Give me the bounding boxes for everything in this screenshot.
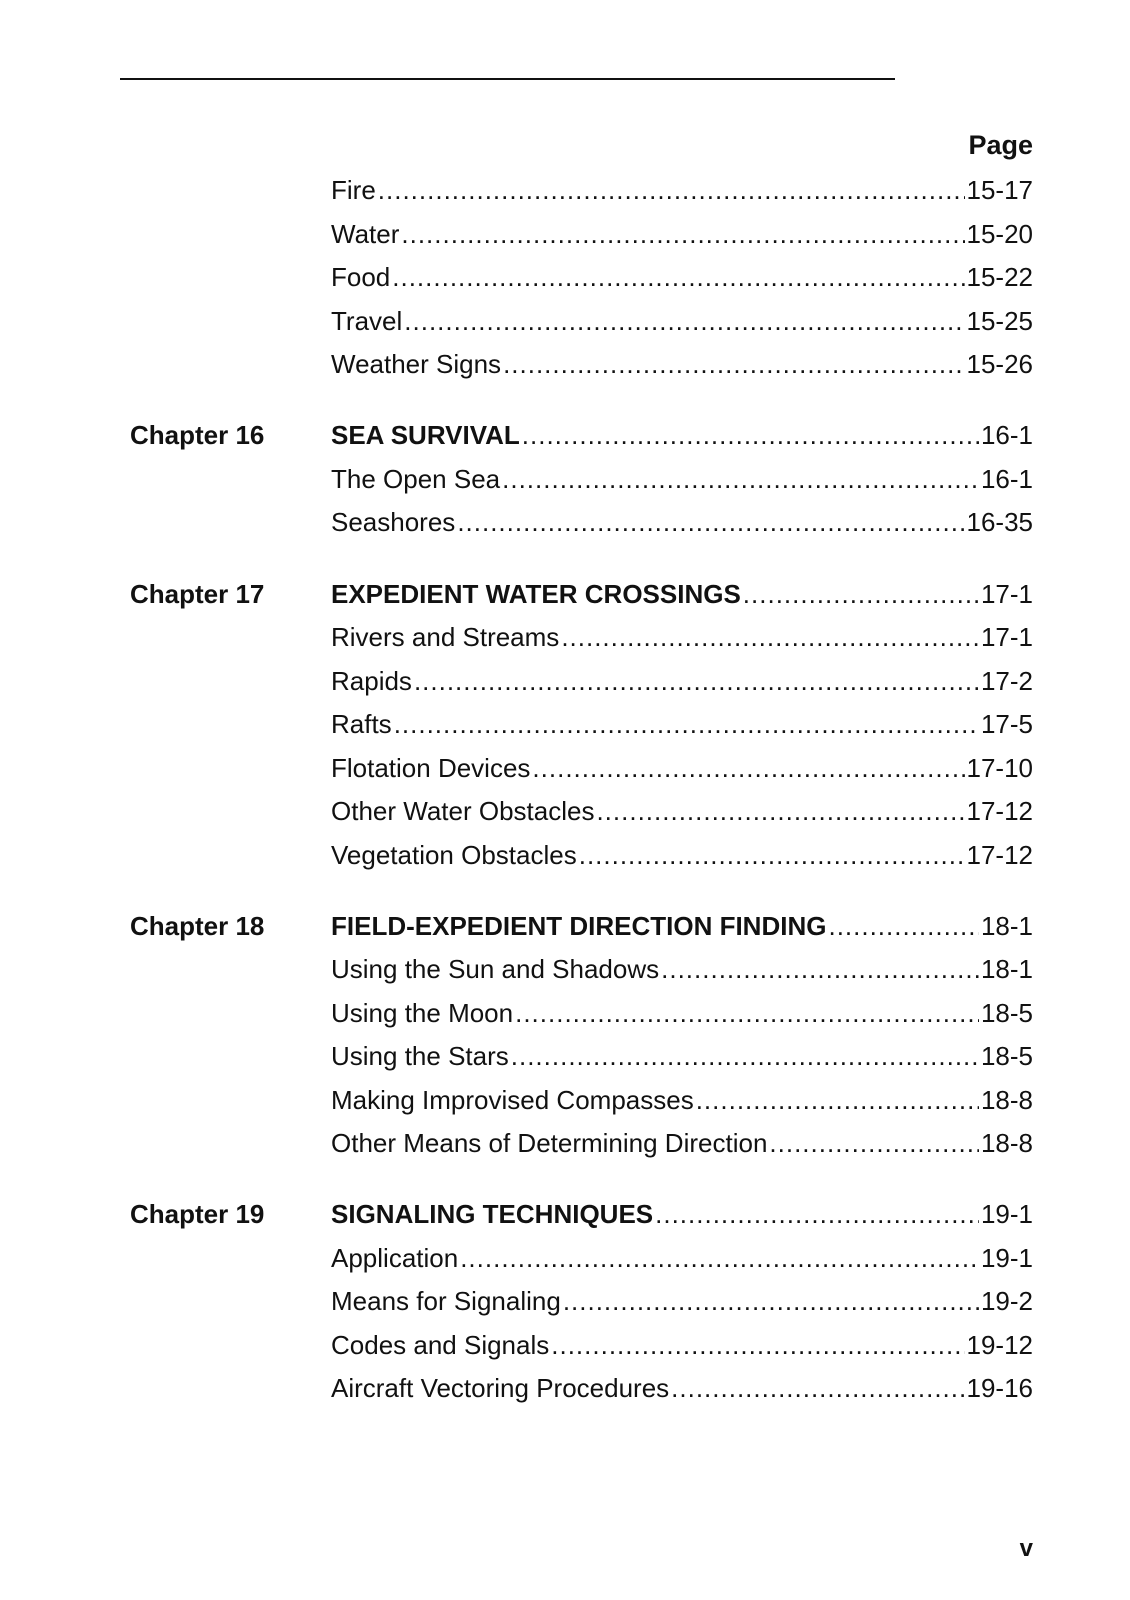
dot-leader <box>511 1038 979 1074</box>
page-number: 18-5 <box>980 998 1033 1028</box>
toc-entry <box>331 619 1033 655</box>
chapter-title: SIGNALING TECHNIQUES <box>331 1199 654 1229</box>
dot-leader <box>671 1370 964 1406</box>
toc-chapter-row <box>0 908 1130 944</box>
chapter-label: Chapter 17 <box>130 579 265 609</box>
dot-leader <box>655 1196 979 1232</box>
chapter-title: FIELD-EXPEDIENT DIRECTION FINDING <box>331 911 827 941</box>
toc-section-row <box>0 172 1130 208</box>
toc-entry <box>331 461 1033 497</box>
chapter-label: Chapter 16 <box>130 420 265 450</box>
dot-leader <box>579 837 965 873</box>
dot-leader <box>460 1240 979 1276</box>
toc-section-row <box>0 461 1130 497</box>
toc-section-row <box>0 1038 1130 1074</box>
section-title: Rivers and Streams <box>331 622 560 652</box>
section-title: Codes and Signals <box>331 1330 550 1360</box>
page-column-header: Page <box>968 130 1033 160</box>
page-number: 15-22 <box>966 262 1033 292</box>
toc-section-row <box>0 951 1130 987</box>
page-number: 17-10 <box>966 753 1033 783</box>
toc-section-row <box>0 619 1130 655</box>
toc-entry <box>331 576 1033 612</box>
toc-entry <box>331 793 1033 829</box>
dot-leader <box>522 417 979 453</box>
page-number: 16-35 <box>966 507 1033 537</box>
toc-section-row <box>0 1125 1130 1161</box>
dot-leader <box>457 504 964 540</box>
toc-entry <box>331 1240 1033 1276</box>
toc-entry <box>331 417 1033 453</box>
section-title: Water <box>331 219 400 249</box>
toc-section-row <box>0 1327 1130 1363</box>
toc-entry <box>331 303 1033 339</box>
chapter-label: Chapter 19 <box>130 1199 265 1229</box>
header-rule <box>120 78 895 80</box>
section-title: Rafts <box>331 709 392 739</box>
toc-chapter-row <box>0 417 1130 453</box>
toc-section-row <box>0 1082 1130 1118</box>
section-title: Flotation Devices <box>331 753 531 783</box>
toc-section-row <box>0 837 1130 873</box>
dot-leader <box>769 1125 979 1161</box>
section-title: Food <box>331 262 391 292</box>
section-title: Using the Moon <box>331 998 514 1028</box>
toc-section-row <box>0 346 1130 382</box>
dot-leader <box>561 619 979 655</box>
page-number: 18-8 <box>980 1085 1033 1115</box>
toc-entry <box>331 706 1033 742</box>
page-number: 16-1 <box>980 420 1033 450</box>
toc-section-row <box>0 504 1130 540</box>
toc-section-row <box>0 706 1130 742</box>
dot-leader <box>596 793 964 829</box>
page-number: 17-1 <box>980 579 1033 609</box>
section-title: Using the Sun and Shadows <box>331 954 660 984</box>
toc-section-row <box>0 995 1130 1031</box>
dot-leader <box>404 303 964 339</box>
page-folio: v <box>1019 1535 1033 1562</box>
toc-entry <box>331 1370 1033 1406</box>
section-title: Fire <box>331 175 376 205</box>
toc-entry <box>331 750 1033 786</box>
section-title: Weather Signs <box>331 349 502 379</box>
toc-entry <box>331 1082 1033 1118</box>
dot-leader <box>378 172 965 208</box>
dot-leader <box>563 1283 979 1319</box>
dot-leader <box>503 346 964 382</box>
toc-section-row <box>0 1370 1130 1406</box>
toc-section-row <box>0 1283 1130 1319</box>
toc-chapter-row <box>0 576 1130 612</box>
page-number: 19-2 <box>980 1286 1033 1316</box>
section-title: The Open Sea <box>331 464 501 494</box>
page-number: 19-16 <box>966 1373 1033 1403</box>
section-title: Using the Stars <box>331 1041 509 1071</box>
section-title: Application <box>331 1243 459 1273</box>
toc-section-row <box>0 663 1130 699</box>
toc-entry <box>331 346 1033 382</box>
page-number: 17-1 <box>980 622 1033 652</box>
section-title: Means for Signaling <box>331 1286 561 1316</box>
toc-chapter-row <box>0 1196 1130 1232</box>
page-number: 17-5 <box>980 709 1033 739</box>
page-number: 15-20 <box>966 219 1033 249</box>
page-number: 19-1 <box>980 1243 1033 1273</box>
dot-leader <box>414 663 979 699</box>
toc-entry <box>331 1283 1033 1319</box>
section-title: Making Improvised Compasses <box>331 1085 694 1115</box>
toc-section-row <box>0 216 1130 252</box>
toc-section-row <box>0 750 1130 786</box>
dot-leader <box>696 1082 979 1118</box>
dot-leader <box>828 908 978 944</box>
toc-entry <box>331 1038 1033 1074</box>
page-number: 18-1 <box>980 911 1033 941</box>
dot-leader <box>515 995 979 1031</box>
chapter-title: SEA SURVIVAL <box>331 420 520 450</box>
dot-leader <box>532 750 964 786</box>
toc-section-row <box>0 303 1130 339</box>
section-title: Vegetation Obstacles <box>331 840 577 870</box>
page-number: 15-25 <box>966 306 1033 336</box>
toc-entry <box>331 837 1033 873</box>
toc-entry <box>331 504 1033 540</box>
toc-entry <box>331 216 1033 252</box>
dot-leader <box>502 461 979 497</box>
dot-leader <box>392 259 964 295</box>
toc-section-row <box>0 259 1130 295</box>
chapter-label: Chapter 18 <box>130 911 265 941</box>
toc-entry <box>331 1196 1033 1232</box>
page-number: 19-1 <box>980 1199 1033 1229</box>
dot-leader <box>394 706 979 742</box>
page-number: 18-1 <box>980 954 1033 984</box>
toc-entry <box>331 995 1033 1031</box>
dot-leader <box>743 576 979 612</box>
page-number: 16-1 <box>980 464 1033 494</box>
toc-entry <box>331 908 1033 944</box>
toc-entry <box>331 663 1033 699</box>
toc-entry <box>331 1327 1033 1363</box>
section-title: Seashores <box>331 507 456 537</box>
page-number: 17-2 <box>980 666 1033 696</box>
dot-leader <box>401 216 964 252</box>
section-title: Rapids <box>331 666 412 696</box>
section-title: Aircraft Vectoring Procedures <box>331 1373 670 1403</box>
dot-leader <box>551 1327 964 1363</box>
section-title: Other Means of Determining Direction <box>331 1128 768 1158</box>
toc-section-row <box>0 793 1130 829</box>
page-number: 18-5 <box>980 1041 1033 1071</box>
page-number: 19-12 <box>966 1330 1033 1360</box>
page-number: 18-8 <box>980 1128 1033 1158</box>
page-number: 17-12 <box>966 796 1033 826</box>
page-number: 17-12 <box>966 840 1033 870</box>
page-number: 15-26 <box>966 349 1033 379</box>
section-title: Other Water Obstacles <box>331 796 595 826</box>
toc-entry <box>331 951 1033 987</box>
section-title: Travel <box>331 306 403 336</box>
page-number: 15-17 <box>966 175 1033 205</box>
chapter-title: EXPEDIENT WATER CROSSINGS <box>331 579 741 609</box>
toc-entry <box>331 1125 1033 1161</box>
toc-entry <box>331 259 1033 295</box>
toc-entry <box>331 172 1033 208</box>
toc-section-row <box>0 1240 1130 1276</box>
dot-leader <box>661 951 979 987</box>
